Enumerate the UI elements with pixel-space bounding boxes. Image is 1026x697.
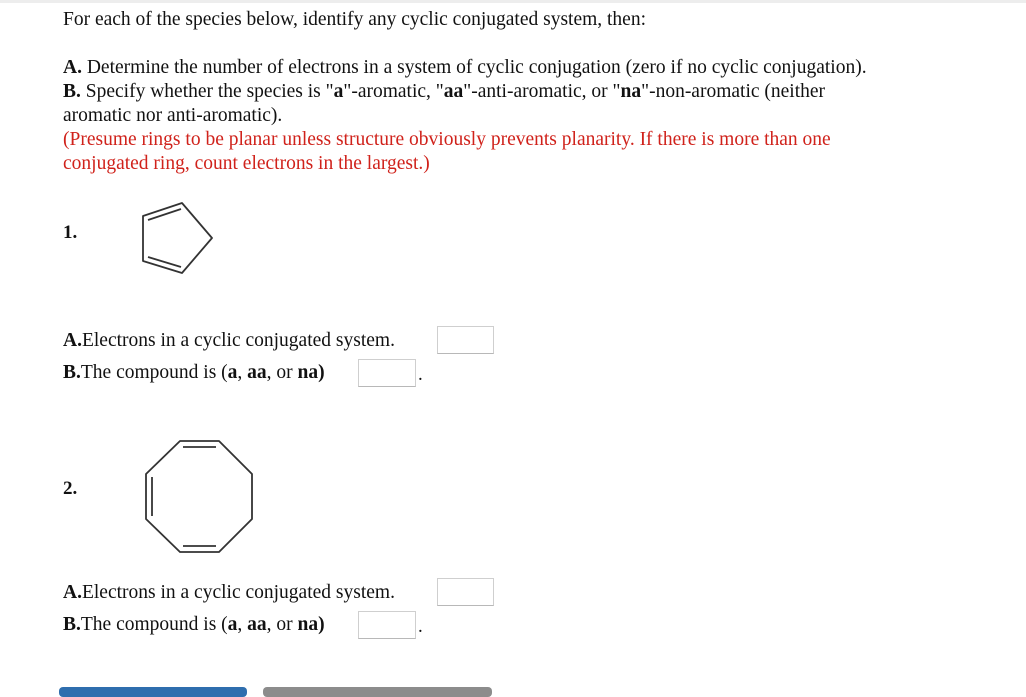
answer-a-text: Electrons in a cyclic conjugated system.: [81, 330, 395, 351]
answer-b-close: ): [318, 614, 325, 635]
option-aa: aa: [247, 362, 267, 383]
instruction-b-aa: aa: [443, 81, 464, 102]
answer-b-row: [63, 362, 325, 384]
answer-period: .: [418, 616, 423, 637]
answer-a-row: [63, 582, 395, 604]
instruction-b-text: "-aromatic, ": [343, 81, 444, 102]
top-border: [0, 0, 1026, 3]
instructions-intro: For each of the species below, identify any cyclic conjugated system, then:: [63, 9, 647, 30]
option-separator: , or: [266, 362, 298, 383]
question-number: 1.: [63, 222, 78, 243]
answer-b-close: ): [318, 362, 325, 383]
instruction-b-text: Specify whether the species is ": [80, 81, 334, 102]
answer-b-text: The compound is (: [80, 614, 228, 635]
instruction-b-a: a: [333, 81, 344, 102]
answer-b-label: B.: [63, 614, 81, 635]
electrons-input[interactable]: [437, 578, 494, 606]
option-aa: aa: [247, 614, 267, 635]
option-separator: ,: [237, 362, 248, 383]
instruction-b-text: "-non-aromatic (neither: [641, 81, 826, 102]
option-separator: , or: [266, 614, 298, 635]
planarity-note-line2: conjugated ring, count electrons in the largest.): [63, 153, 430, 174]
instruction-b-text: "-anti-aromatic, or ": [463, 81, 621, 102]
secondary-button[interactable]: [263, 687, 492, 697]
instruction-b-label: B.: [63, 81, 81, 102]
electrons-input[interactable]: [437, 326, 494, 354]
instruction-b-line2: aromatic nor anti-aromatic).: [63, 105, 283, 126]
instruction-a-label: A.: [63, 57, 82, 78]
answer-a-row: [63, 330, 395, 352]
answer-b-text: The compound is (: [80, 362, 228, 383]
cyclooctadiene-structure-icon: [140, 436, 258, 556]
option-na: na: [297, 614, 319, 635]
instruction-b-na: na: [620, 81, 642, 102]
submit-button[interactable]: [59, 687, 247, 697]
aromaticity-input[interactable]: [358, 359, 416, 387]
answer-b-row: [63, 614, 325, 636]
cyclopentene-structure-icon: [138, 200, 218, 276]
answer-a-label: A.: [63, 330, 82, 351]
instruction-b: [63, 80, 825, 104]
answer-a-text: Electrons in a cyclic conjugated system.: [81, 582, 395, 603]
instruction-a: [63, 56, 867, 80]
answer-b-label: B.: [63, 362, 81, 383]
answer-period: .: [418, 364, 423, 385]
option-separator: ,: [237, 614, 248, 635]
option-a: a: [227, 614, 238, 635]
instruction-a-text: Determine the number of electrons in a system of cyclic conjugation (zero if no cyclic conjugation).: [81, 57, 867, 78]
question-number: 2.: [63, 478, 78, 499]
aromaticity-input[interactable]: [358, 611, 416, 639]
option-a: a: [227, 362, 238, 383]
answer-a-label: A.: [63, 582, 82, 603]
option-na: na: [297, 362, 319, 383]
planarity-note-line1: (Presume rings to be planar unless structure obviously prevents planarity. If there is more than one: [63, 129, 831, 150]
